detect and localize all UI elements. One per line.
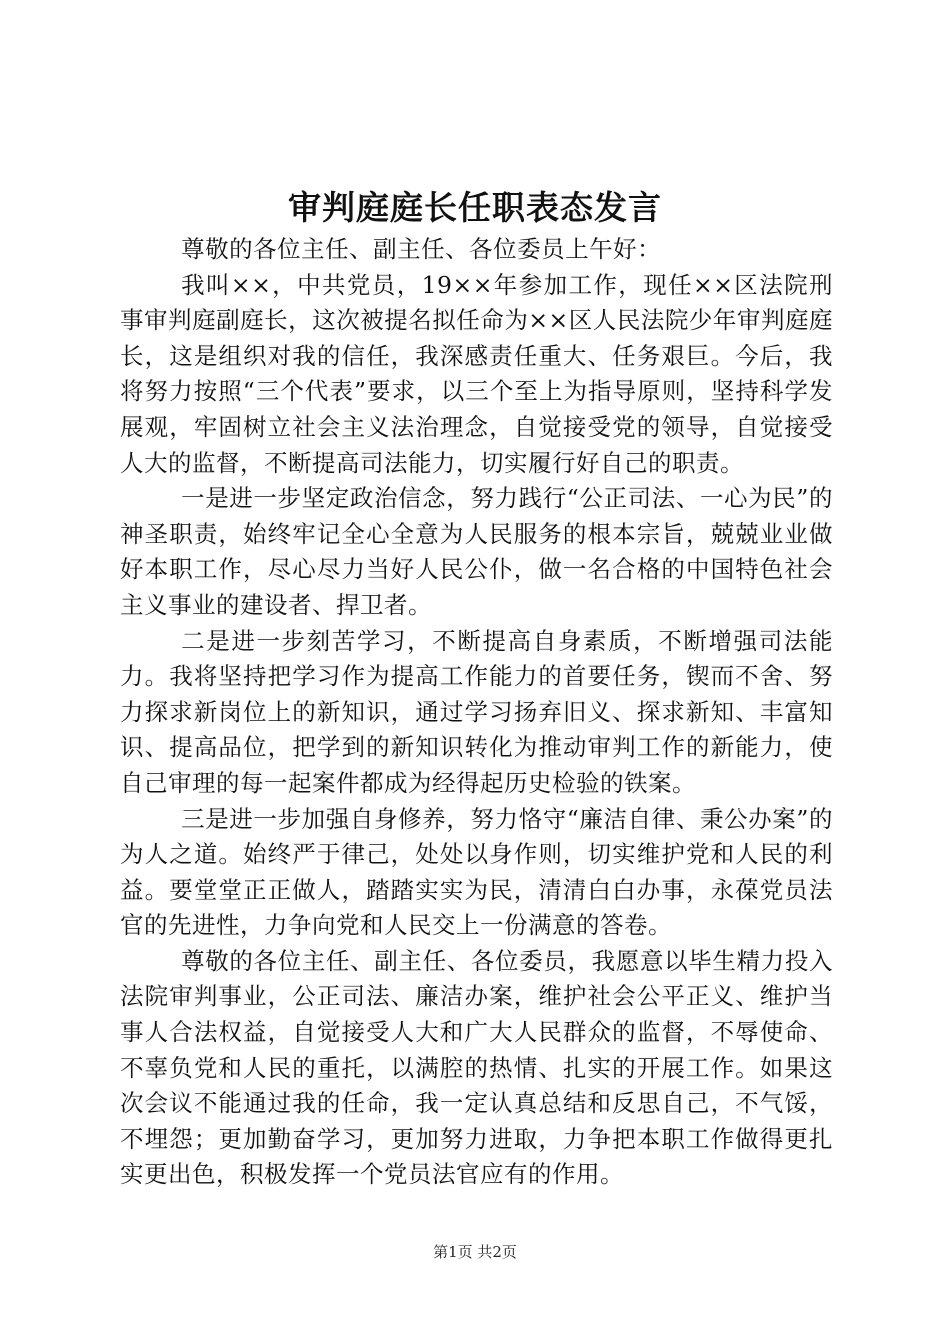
document-body bbox=[120, 232, 833, 1193]
document-title: 审判庭庭长任职表态发言 bbox=[288, 188, 662, 227]
commitment-two-paragraph: 二是进一步刻苦学习，不断提高自身素质，不断增强司法能力。我将坚持把学习作为提高工作能力的首要任务，锲而不舍、努力探求新岗位上的新知识，通过学习扬弃旧义、探求新知、丰富知识、提高品位，把学到的新知识转化为推动审判工作的新能力，使自己审理的每一起案件都成为经得起历史检验的铁案。 bbox=[120, 626, 833, 797]
greeting-paragraph: 尊敬的各位主任、副主任、各位委员上午好： bbox=[181, 235, 662, 263]
closing-paragraph: 尊敬的各位主任、副主任、各位委员，我愿意以毕生精力投入法院审判事业，公正司法、廉洁办案，维护社会公平正义、维护当事人合法权益，自觉接受人大和广大人民群众的监督，不辱使命、不辜负党和人民的重托，以满腔的热情、扎实的开展工作。如果这次会议不能通过我的任命，我一定认真总结和反思自己，不气馁，不埋怨；更加勤奋学习，更加努力进取，力争把本职工作做得更扎实更出色，积极发挥一个党员法官应有的作用。 bbox=[120, 946, 833, 1189]
introduction-paragraph: 我叫××，中共党员，19××年参加工作，现任××区法院刑事审判庭副庭长，这次被提名拟任命为××区人民法院少年审判庭庭长，这是组织对我的信任，我深感责任重大、任务艰巨。今后，我将努力按照“三个代表”要求，以三个至上为指导原则，坚持科学发展观，牢固树立社会主义法治理念，自觉接受党的领导，自觉接受人大的监督，不断提高司法能力，切实履行好自己的职责。 bbox=[120, 270, 833, 477]
page-number-footer: 第1页 共2页 bbox=[433, 1243, 517, 1261]
commitment-one-paragraph: 一是进一步坚定政治信念，努力践行“公正司法、一心为民”的神圣职责，始终牢记全心全意为人民服务的根本宗旨，兢兢业业做好本职工作，尽心尽力当好人民公仆，做一名合格的中国特色社会主义事业的建设者、捍卫者。 bbox=[120, 484, 833, 619]
commitment-three-paragraph: 三是进一步加强自身修养，努力恪守“廉洁自律、秉公办案”的为人之道。始终严于律己，处处以身作则，切实维护党和人民的利益。要堂堂正正做人，踏踏实实为民，清清白白办事，永葆党员法官的先进性，力争向党和人民交上一份满意的答卷。 bbox=[120, 804, 833, 940]
